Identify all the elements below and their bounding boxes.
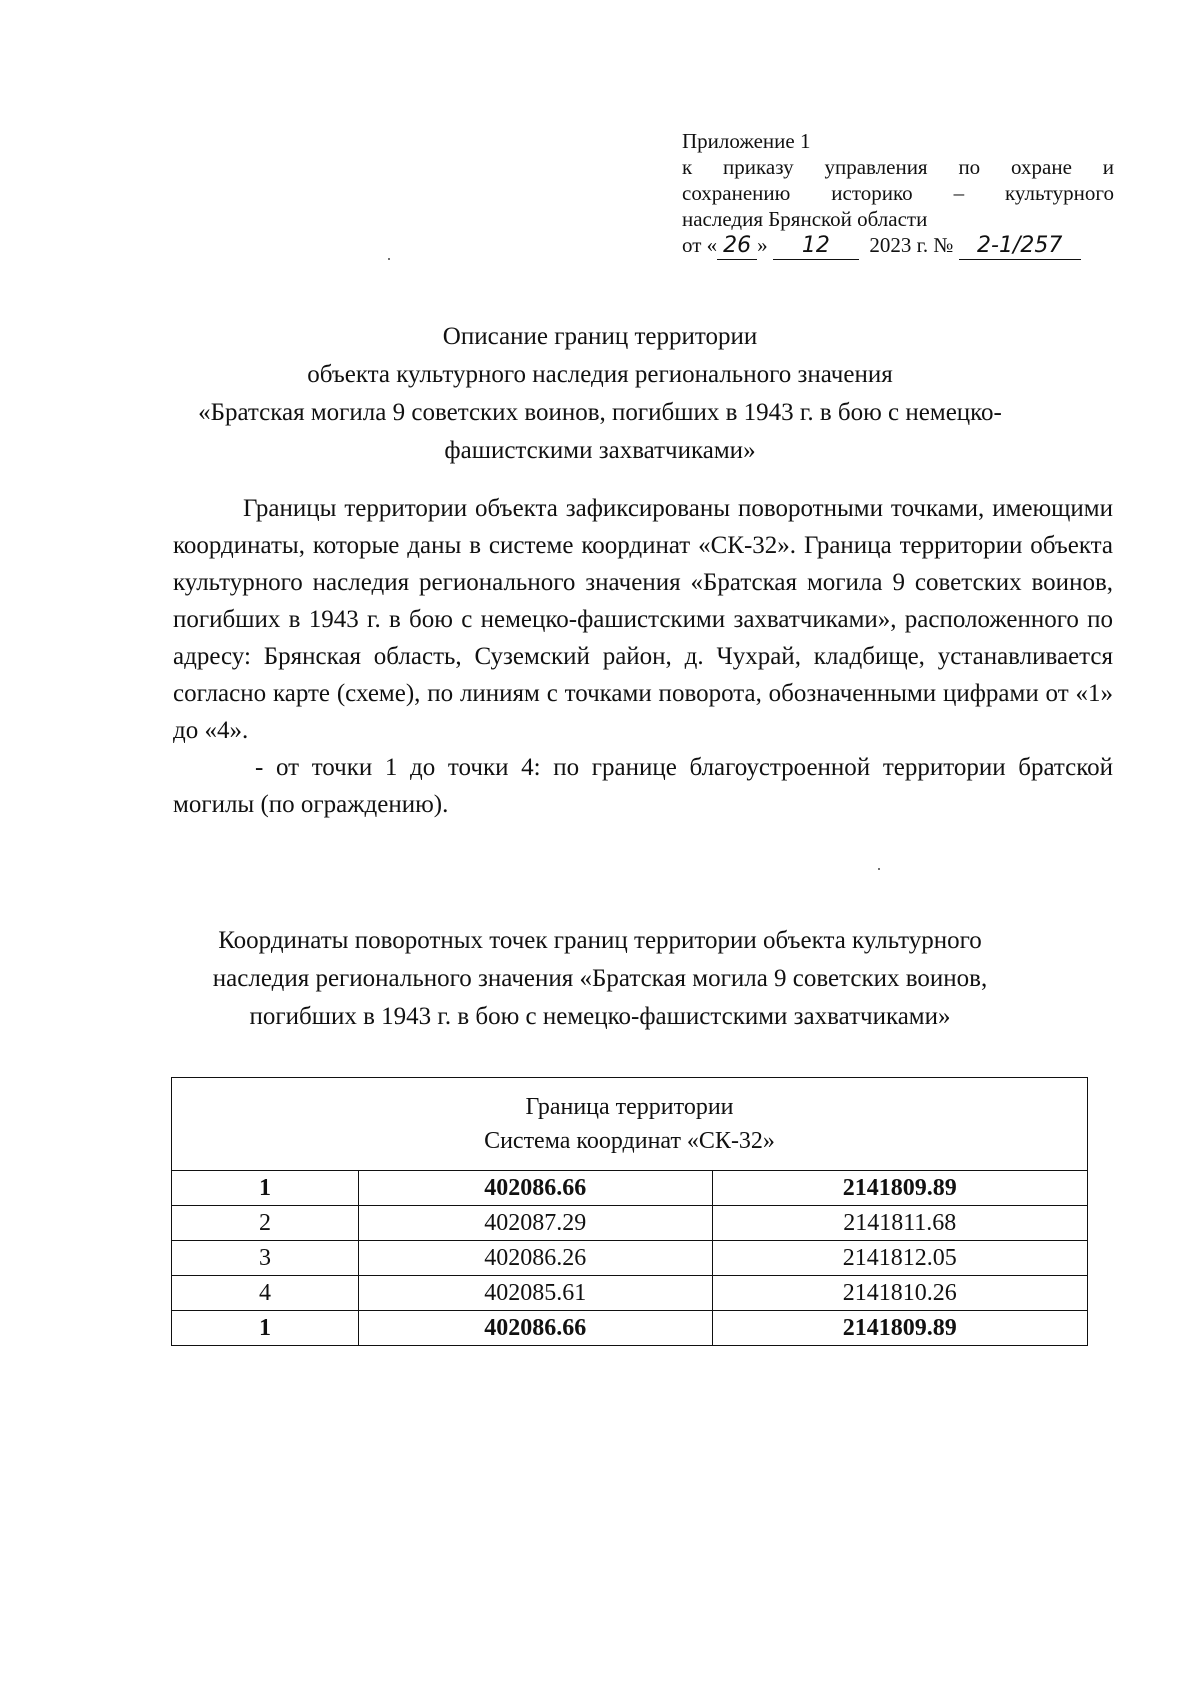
date-month: 12 bbox=[773, 233, 859, 260]
coordinates-table bbox=[171, 1077, 1088, 1346]
scan-speck bbox=[878, 868, 880, 870]
coordinate-x: 402087.29 bbox=[358, 1206, 712, 1241]
appendix-department-line: сохранению историко – культурного bbox=[682, 181, 1114, 205]
date-day: 26 bbox=[717, 233, 757, 260]
coordinate-y: 2141812.05 bbox=[712, 1241, 1088, 1276]
coordinate-y: 2141811.68 bbox=[712, 1206, 1088, 1241]
caption-line: наследия регионального значения «Братская могила 9 советских воинов, bbox=[212, 965, 988, 992]
date-mid: » bbox=[757, 233, 768, 257]
table-header-system: Система координат «СК-32» bbox=[484, 1128, 775, 1154]
coordinate-x: 402085.61 bbox=[358, 1276, 712, 1311]
point-number: 1 bbox=[172, 1311, 359, 1346]
scan-speck bbox=[388, 258, 390, 260]
table-row bbox=[172, 1276, 1088, 1311]
point-number: 3 bbox=[172, 1241, 359, 1276]
table-row bbox=[172, 1171, 1088, 1206]
document-body bbox=[173, 490, 1113, 823]
table-header-title: Граница территории bbox=[525, 1094, 734, 1120]
coordinate-y: 2141809.89 bbox=[712, 1311, 1088, 1346]
table-row bbox=[172, 1311, 1088, 1346]
appendix-order-line: к приказу управления по охране и bbox=[682, 155, 1114, 179]
heading-line: «Братская могила 9 советских воинов, погибших в 1943 г. в бою с немецко- bbox=[198, 399, 1002, 426]
body-paragraph: Границы территории объекта зафиксированы поворотными точками, имеющими координаты, которые даны в системе координат «СК-32». Граница территории объекта культурного наследия регионального значения «Братская могила 9 советских воинов, погибших в 1943 г. в бою с немецко-фашистскими захватчиками», расположенного по адресу: Брянская область, Суземский район, д. Чухрай, кладбище, устанавливается согласно карте (схеме), по линиям с точками поворота, обозначенными цифрами от «1» до «4». bbox=[173, 495, 1113, 744]
heading-line: фашистскими захватчиками» bbox=[444, 437, 756, 464]
appendix-date-line bbox=[682, 232, 1114, 260]
coordinate-y: 2141809.89 bbox=[712, 1171, 1088, 1206]
date-year: 2023 г. № bbox=[869, 233, 954, 257]
table-header bbox=[172, 1078, 1088, 1171]
point-number: 1 bbox=[172, 1171, 359, 1206]
body-paragraph: - от точки 1 до точки 4: по границе благоустроенной территории братской могилы (по ограждению). bbox=[173, 754, 1113, 818]
point-number: 4 bbox=[172, 1276, 359, 1311]
table-row bbox=[172, 1206, 1088, 1241]
coordinate-x: 402086.66 bbox=[358, 1311, 712, 1346]
point-number: 2 bbox=[172, 1206, 359, 1241]
table-header-row bbox=[172, 1078, 1088, 1171]
appendix-title: Приложение 1 bbox=[682, 129, 811, 153]
heading-line: объекта культурного наследия регионального значения bbox=[307, 361, 893, 388]
coordinate-y: 2141810.26 bbox=[712, 1276, 1088, 1311]
appendix-region-line: наследия Брянской области bbox=[682, 207, 928, 231]
coordinate-x: 402086.26 bbox=[358, 1241, 712, 1276]
coordinate-x: 402086.66 bbox=[358, 1171, 712, 1206]
date-prefix: от « bbox=[682, 233, 718, 257]
table-row bbox=[172, 1241, 1088, 1276]
table-caption bbox=[150, 922, 1050, 1036]
caption-line: Координаты поворотных точек границ территории объекта культурного bbox=[218, 927, 982, 954]
document-heading bbox=[150, 318, 1050, 470]
order-number: 2-1/257 bbox=[959, 233, 1081, 260]
caption-line: погибших в 1943 г. в бою с немецко-фашистскими захватчиками» bbox=[249, 1003, 951, 1030]
heading-line: Описание границ территории bbox=[442, 323, 758, 350]
appendix-block bbox=[682, 128, 1114, 260]
